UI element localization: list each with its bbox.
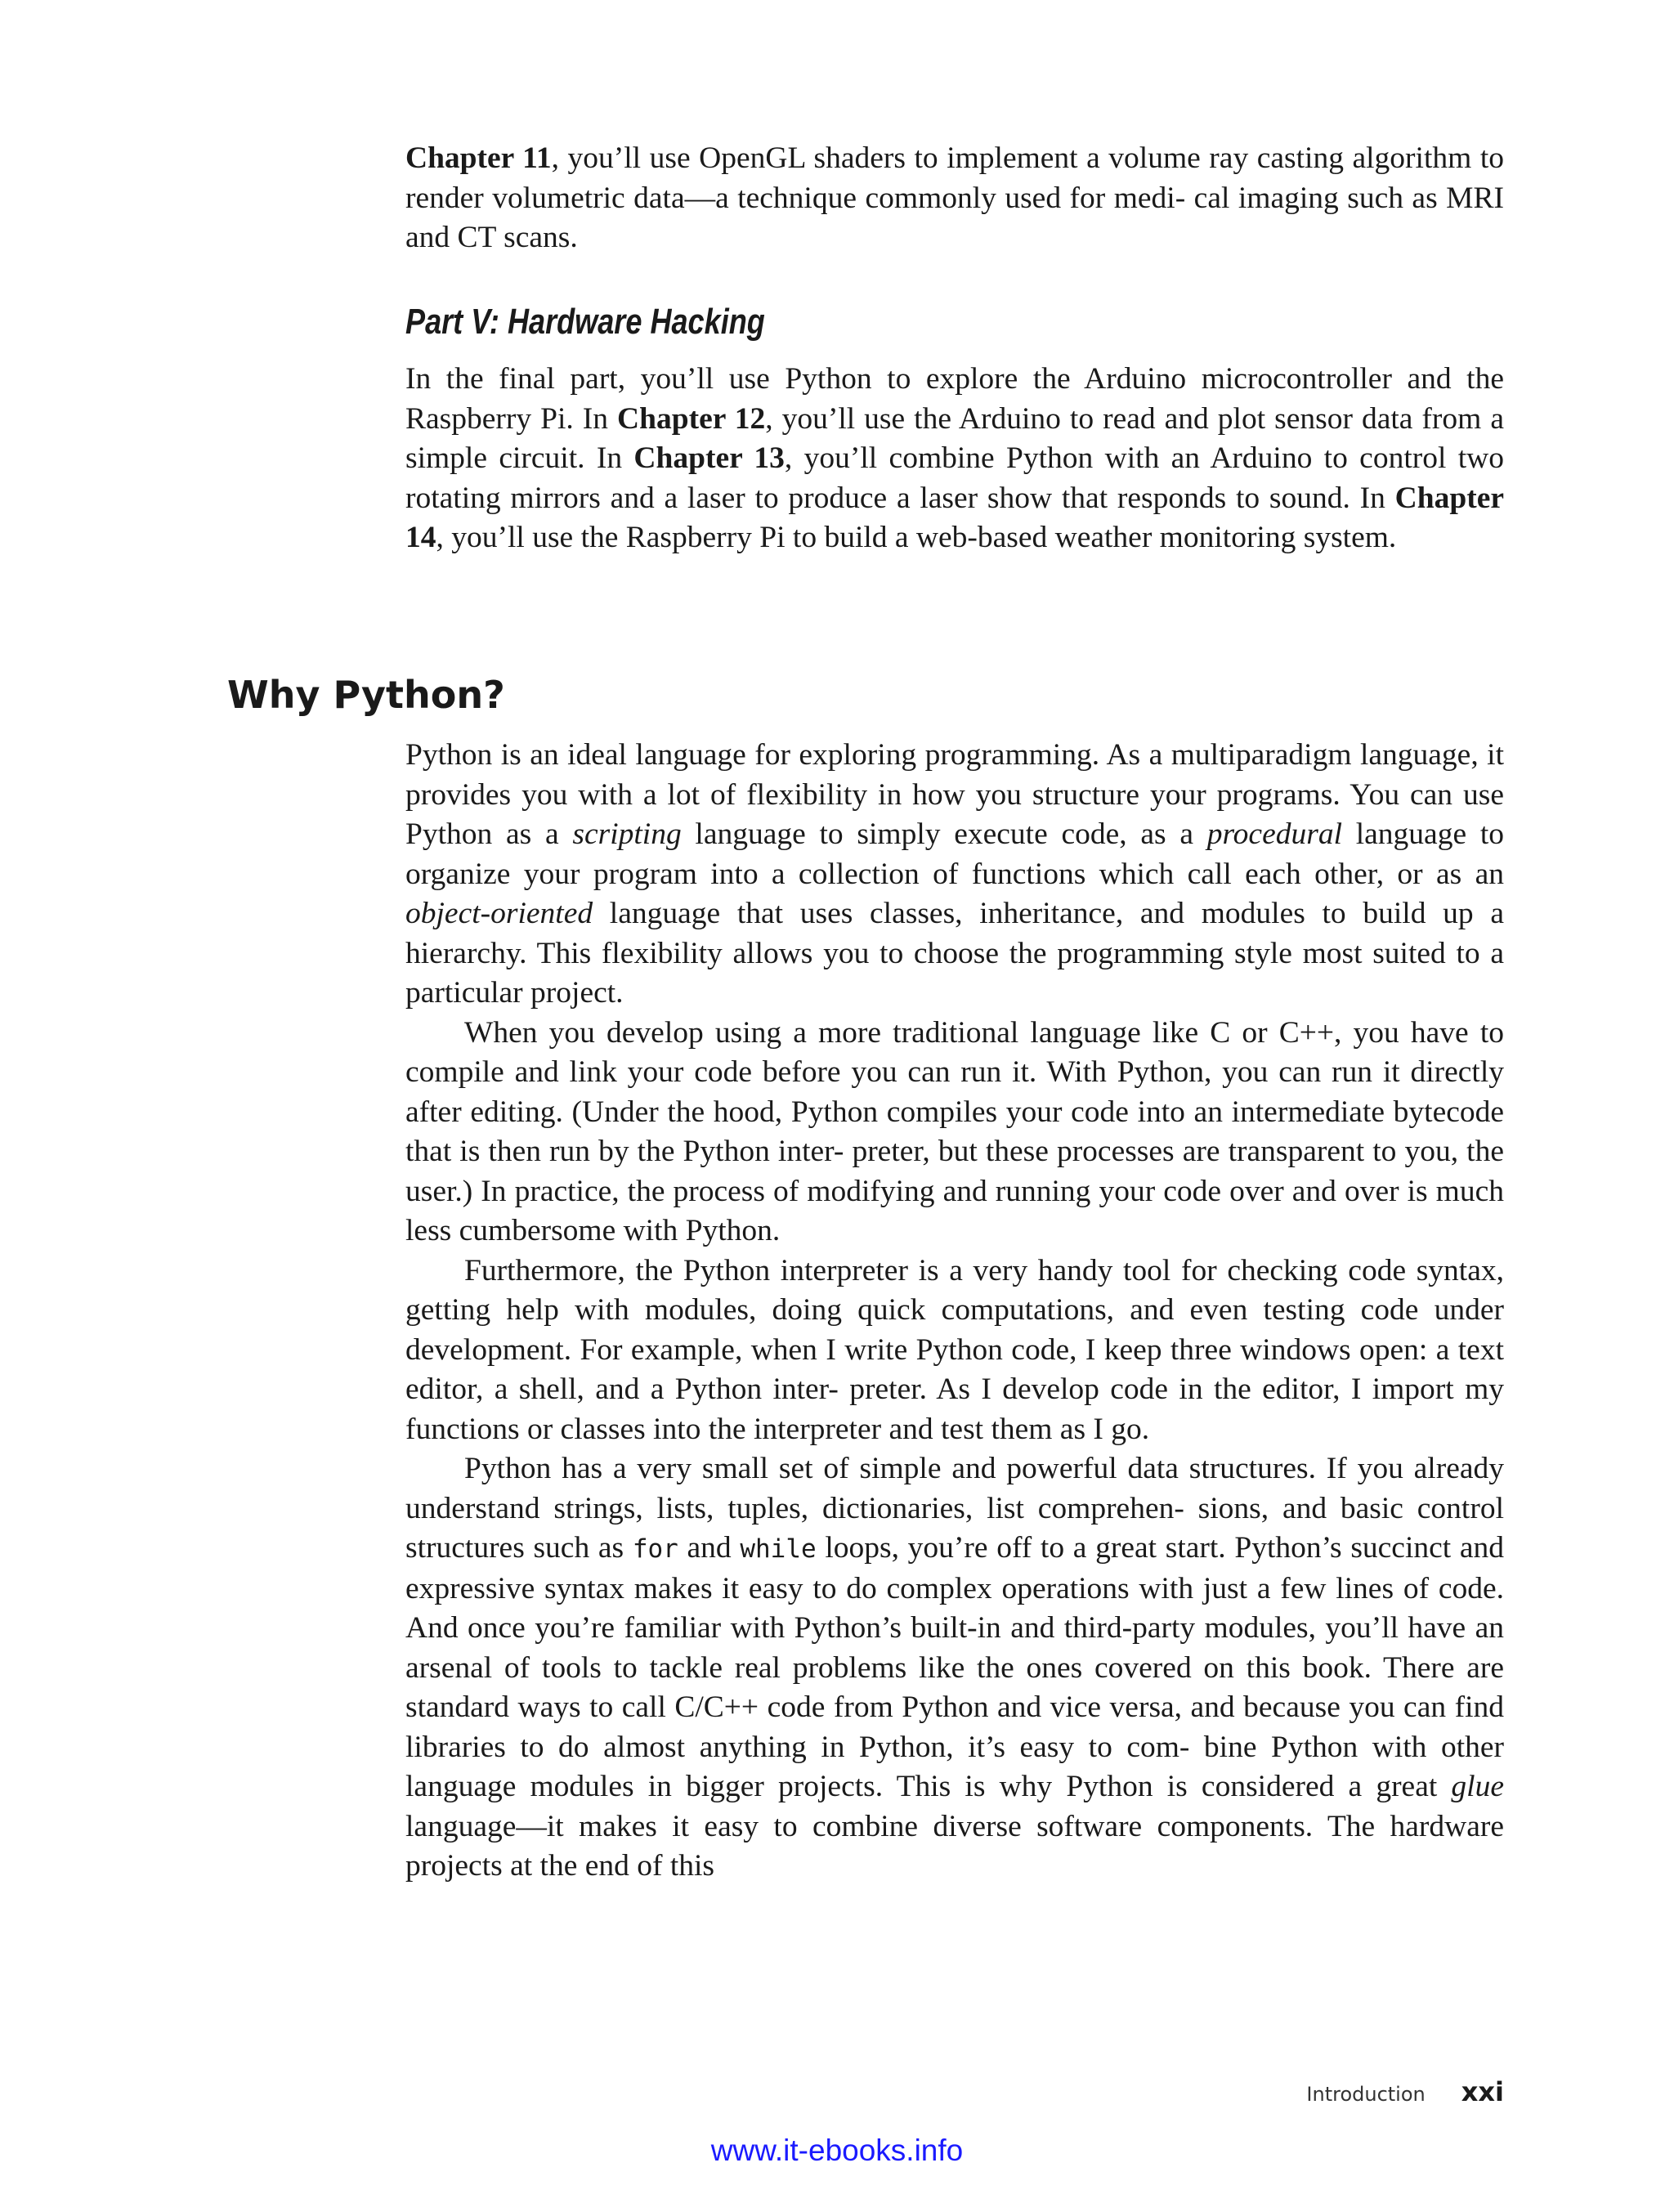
page-footer <box>1306 2076 1504 2107</box>
chapter-13-ref: Chapter 13 <box>633 441 785 475</box>
intro-paragraph <box>405 139 1504 258</box>
part-v-paragraph <box>405 360 1504 558</box>
why-python-paragraph-1: Python is an ideal language for exploring programming. As a multiparadigm language, it provides you with a lot of flexibility in how you structure your programs. You can use Python as a scripting language to simply execute code, as a procedural language to organize your program into a collection of functions which call each other, or as an object-oriented language that uses classes, inheritance, and modules to build up a hierarchy. This flexibility allows you to choose the programming style most suited to a particular project. <box>405 738 1504 1010</box>
code-for: for <box>632 1534 678 1564</box>
why-python-heading: Why Python? <box>227 673 505 717</box>
source-link[interactable]: www.it-ebooks.info <box>710 2134 964 2167</box>
why-python-paragraph-3: Furthermore, the Python interpreter is a very handy tool for checking code syntax, getting help with modules, doing quick computations, and even testing code under development. For example, when I write Python code, I keep three windows open: a text editor, a shell, and a Python inter- preter. As I develop code in the editor, I import my functions or classes into the interpreter and test them as I go. <box>405 1253 1504 1446</box>
code-while: while <box>740 1534 817 1564</box>
chapter-11-ref: Chapter 11 <box>405 141 552 175</box>
part-v-text: In the final part, you’ll use Python to explore the Arduino microcontroller and the Raspberry Pi. In Chapter 12, you’ll use the Arduino to read and plot sensor data from a simple circuit. In Chapter 13, you’ll combine Python with an Arduino to control two rotating mirrors and a laser to produce a laser show that responds to sound. In Chapter 14, you’ll use the Raspberry Pi to build a web-based weather monitoring system. <box>405 362 1504 554</box>
why-python-paragraph-4: Python has a very small set of simple and powerful data structures. If you already understand strings, lists, tuples, dictionaries, list comprehen- sions, and basic control structures such as for and while loops, you’re off to a great start. Python’s succinct and expressive syntax makes it easy to do complex operations with just a few lines of code. And once you’re familiar with Python’s built-in and third-party modules, you’ll have an arsenal of tools to tackle real problems like the ones covered on this book. There are standard ways to call C/C++ code from Python and vice versa, and because you can find libraries to do almost anything in Python, it’s easy to com- bine Python with other language modules in bigger projects. This is why Python is considered a great glue language—it makes it easy to combine diverse software components. The hardware projects at the end of this <box>405 1452 1505 1883</box>
chapter-14-ref: Chapter 14 <box>405 481 1504 554</box>
why-python-body <box>405 736 1504 1887</box>
page-number: xxi <box>1461 2076 1504 2107</box>
footer-section-label: Introduction <box>1306 2083 1426 2106</box>
why-python-paragraph-2: When you develop using a more traditional language like C or C++, you have to compile and link your code before you can run it. With Python, you can run it directly after editing. (Under the hood, Python compiles your code into an intermediate bytecode that is then run by the Python inter- preter, but these processes are transparent to you, the user.) In practice, the process of modifying and running your code over and over is much less cumbersome with Python. <box>405 1015 1504 1247</box>
part-v-heading: Part V: Hardware Hacking <box>405 302 765 342</box>
chapter-12-ref: Chapter 12 <box>617 401 766 436</box>
intro-text: Chapter 11, you’ll use OpenGL shaders to implement a volume ray casting algorithm to render volumetric data—a technique commonly used for medi- cal imaging such as MRI and CT scans. <box>405 141 1504 254</box>
